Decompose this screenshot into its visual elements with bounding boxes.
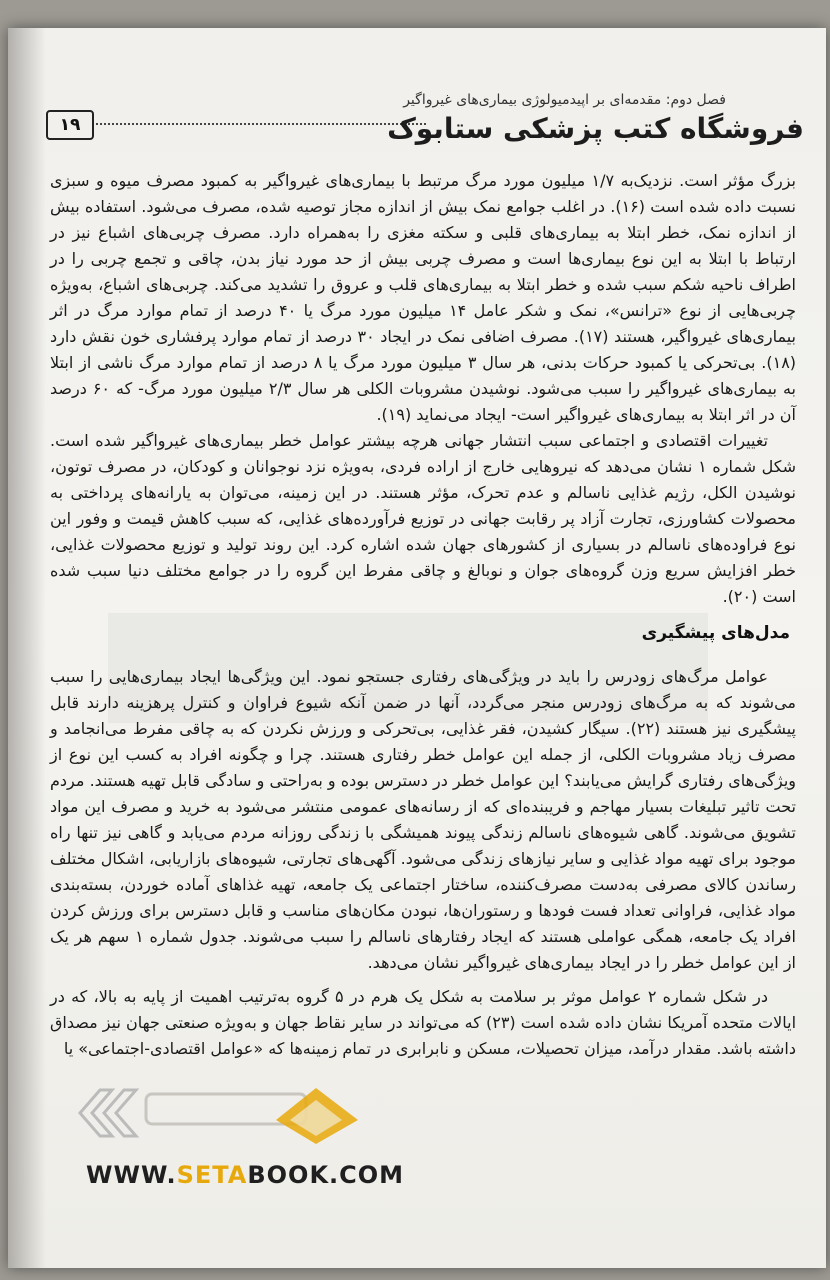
paragraph-3: عوامل مرگ‌های زودرس را باید در ویژگی‌های رفتاری جستجو نمود. این ویژگی‌ها ایجاد بیماری‌هایی را سبب می‌شوند که به مرگ‌های زودرس منجر می‌گردد، آنها در ضمن آنکه شیوع فراوان و کنترل پرهزینه دارند قابل پیشگیری نیز هستند (۲۲). سیگار کشیدن، فقر غذایی، بی‌تحرکی و ورزش نکردن که به چاقی مفرط می‌انجامد و مصرف زیاد مشروبات الکلی، از جمله این عوامل خطر رفتاری هستند. چرا و چگونه افراد به کسب این نوع از ویژگی‌های رفتاری گرایش می‌یابند؟ این عوامل خطر در دسترس بوده و به‌راحتی و سادگی قابل تهیه هستند. مردم تحت تاثیر تبلیغات بسیار مهاجم و فریبنده‌ای که از رسانه‌های عمومی منتشر می‌شود به خرید و مصرف این مواد تشویق می‌شوند. گاهی شیوه‌های ناسالم زندگی پیوند همیشگی با زندگی روزانه مردم می‌یابد و گاهی نیز تنها راه موجود برای تهیه مواد غذایی و سایر نیازهای زندگی می‌شود. آگهی‌های تجارتی، شیوه‌های بازاریابی، اشکال مختلف رساندن کالای مصرفی به‌دست مصرف‌کننده، ساختار اجتماعی یک جامعه، تهیه غذاهای آماده خوردن، بسته‌بندی مواد غذایی، فراوانی تعداد فست فودها و رستوران‌ها، نبودن مکان‌های مناسب و قابل دسترس برای ورزش کردن افراد یک جامعه، همگی عواملی هستند که ایجاد رفتارهای ناسالم را سبب می‌شوند. جدول شماره ۱ سهم هر یک از این عوامل خطر را در ایجاد بیماری‌های غیرواگیر نشان می‌دهد. [50,667,797,972]
store-watermark: فروشگاه کتب پزشکی ستابوک [387,112,804,145]
text-block-top [50,168,796,610]
paragraph-2: تغییرات اقتصادی و اجتماعی سبب انتشار جهانی هرچه بیشتر عوامل خطر بیماری‌های غیرواگیر شده است. شکل شماره ۱ نشان می‌دهد که نیروهایی خارج از اراده فردی، به‌ویژه نزد نوجوانان و کودکان، در مصرف توتون، نوشیدن الکل، رژیم غذایی ناسالم و عدم تحرک، مؤثر هستند. در این زمینه، می‌توان به یارانه‌های پرداختی به محصولات کشاورزی، تجارت آزاد پر رقابت جهانی در توزیع فرآورده‌های غذایی، که سبب کاهش قیمت و وفور این نوع فراوده‌های ناسالم در بسیاری از کشورهای جهان شده اشاره کرد. این روند تولید و توزیع محصولات غذایی، خطر افزایش سریع وزن گروه‌های جوان و نوبالغ و چاقی مفرط این گروه را در جوامع مختلف دنیا سبب شده است (۲۰). [50,431,797,606]
book-page [8,28,826,1268]
website-url [86,1161,404,1189]
paragraph-1: بزرگ مؤثر است. نزدیک‌به ۱/۷ میلیون مورد مرگ مرتبط با بیماری‌های غیرواگیر به کمبود مصرف میوه و سبزی نسبت داده شده است (۱۶). در اغلب جوامع نمک بیش از اندازه مجاز توصیه شده، مصرف می‌شود. استفاده بیش از اندازه نمک، خطر ابتلا به بیماری‌های قلبی و سکته مغزی را به‌همراه دارد. مصرف چربی‌های اشباع نیز در ارتباط با ابتلا به این نوع بیماری‌ها است و مصرف چربی بیش از حد مورد نیاز بدن، چاقی و تجمع چربی را در اطراف ناحیه شکم سبب شده و خطر ابتلا به بیماری‌های قلب و عروق را تشدید می‌کند. چربی‌های اشباع، به‌ویژه چربی‌هایی از نوع «ترانس»، نمک و شکر عامل ۱۴ میلیون مورد مرگ یا ۴۰ درصد از تمام موارد مرگ در اثر بیماری‌های غیرواگیر، هستند (۱۷). مصرف اضافی نمک در ایجاد ۳۰ درصد از تمام موارد پرفشاری خون نقش دارد (۱۸). بی‌تحرکی یا کمبود حرکات بدنی، هر سال ۳ میلیون مورد مرگ یا ۸ درصد از تمام موارد مرگ ناشی از ابتلا به بیماری‌های غیرواگیر را سبب می‌شود. نوشیدن مشروبات الکلی هر سال ۲/۳ میلیون مورد مرگ- که ۶۰ درصد آن در اثر ابتلا به بیماری‌های غیرواگیر است- ایجاد می‌نماید (۱۹). [50,171,797,424]
setabook-logo-icon [76,1080,366,1146]
header-dotted-rule [96,123,426,125]
setabook-logo [76,1080,366,1146]
page-header [8,28,826,148]
url-highlight: SETA [176,1161,248,1189]
url-prefix: WWW. [86,1161,177,1189]
page-number: ۱۹ [46,110,94,140]
url-suffix: BOOK.COM [247,1161,405,1189]
chapter-title: فصل دوم: مقدمه‌ای بر اپیدمیولوژی بیماری‌های غیرواگیر [403,92,726,108]
section-heading: مدل‌های پیشگیری [641,623,790,643]
paragraph-4: در شکل شماره ۲ عوامل موثر بر سلامت به شکل یک هرم در ۵ گروه به‌ترتیب اهمیت از پایه به بالا، که در ایالات متحده آمریکا نشان داده شده است (۲۳) که می‌تواند در سایر نقاط جهان و به‌ویژه صنعتی جهان نیز مصداق داشته باشد. مقدار درآمد، میزان تحصیلات، مسکن و نابرابری در تمام زمینه‌ها که «عوامل اقتصادی-اجتماعی» یا [50,987,797,1058]
text-block-bottom [50,664,796,1062]
binding-shadow [8,28,46,1268]
